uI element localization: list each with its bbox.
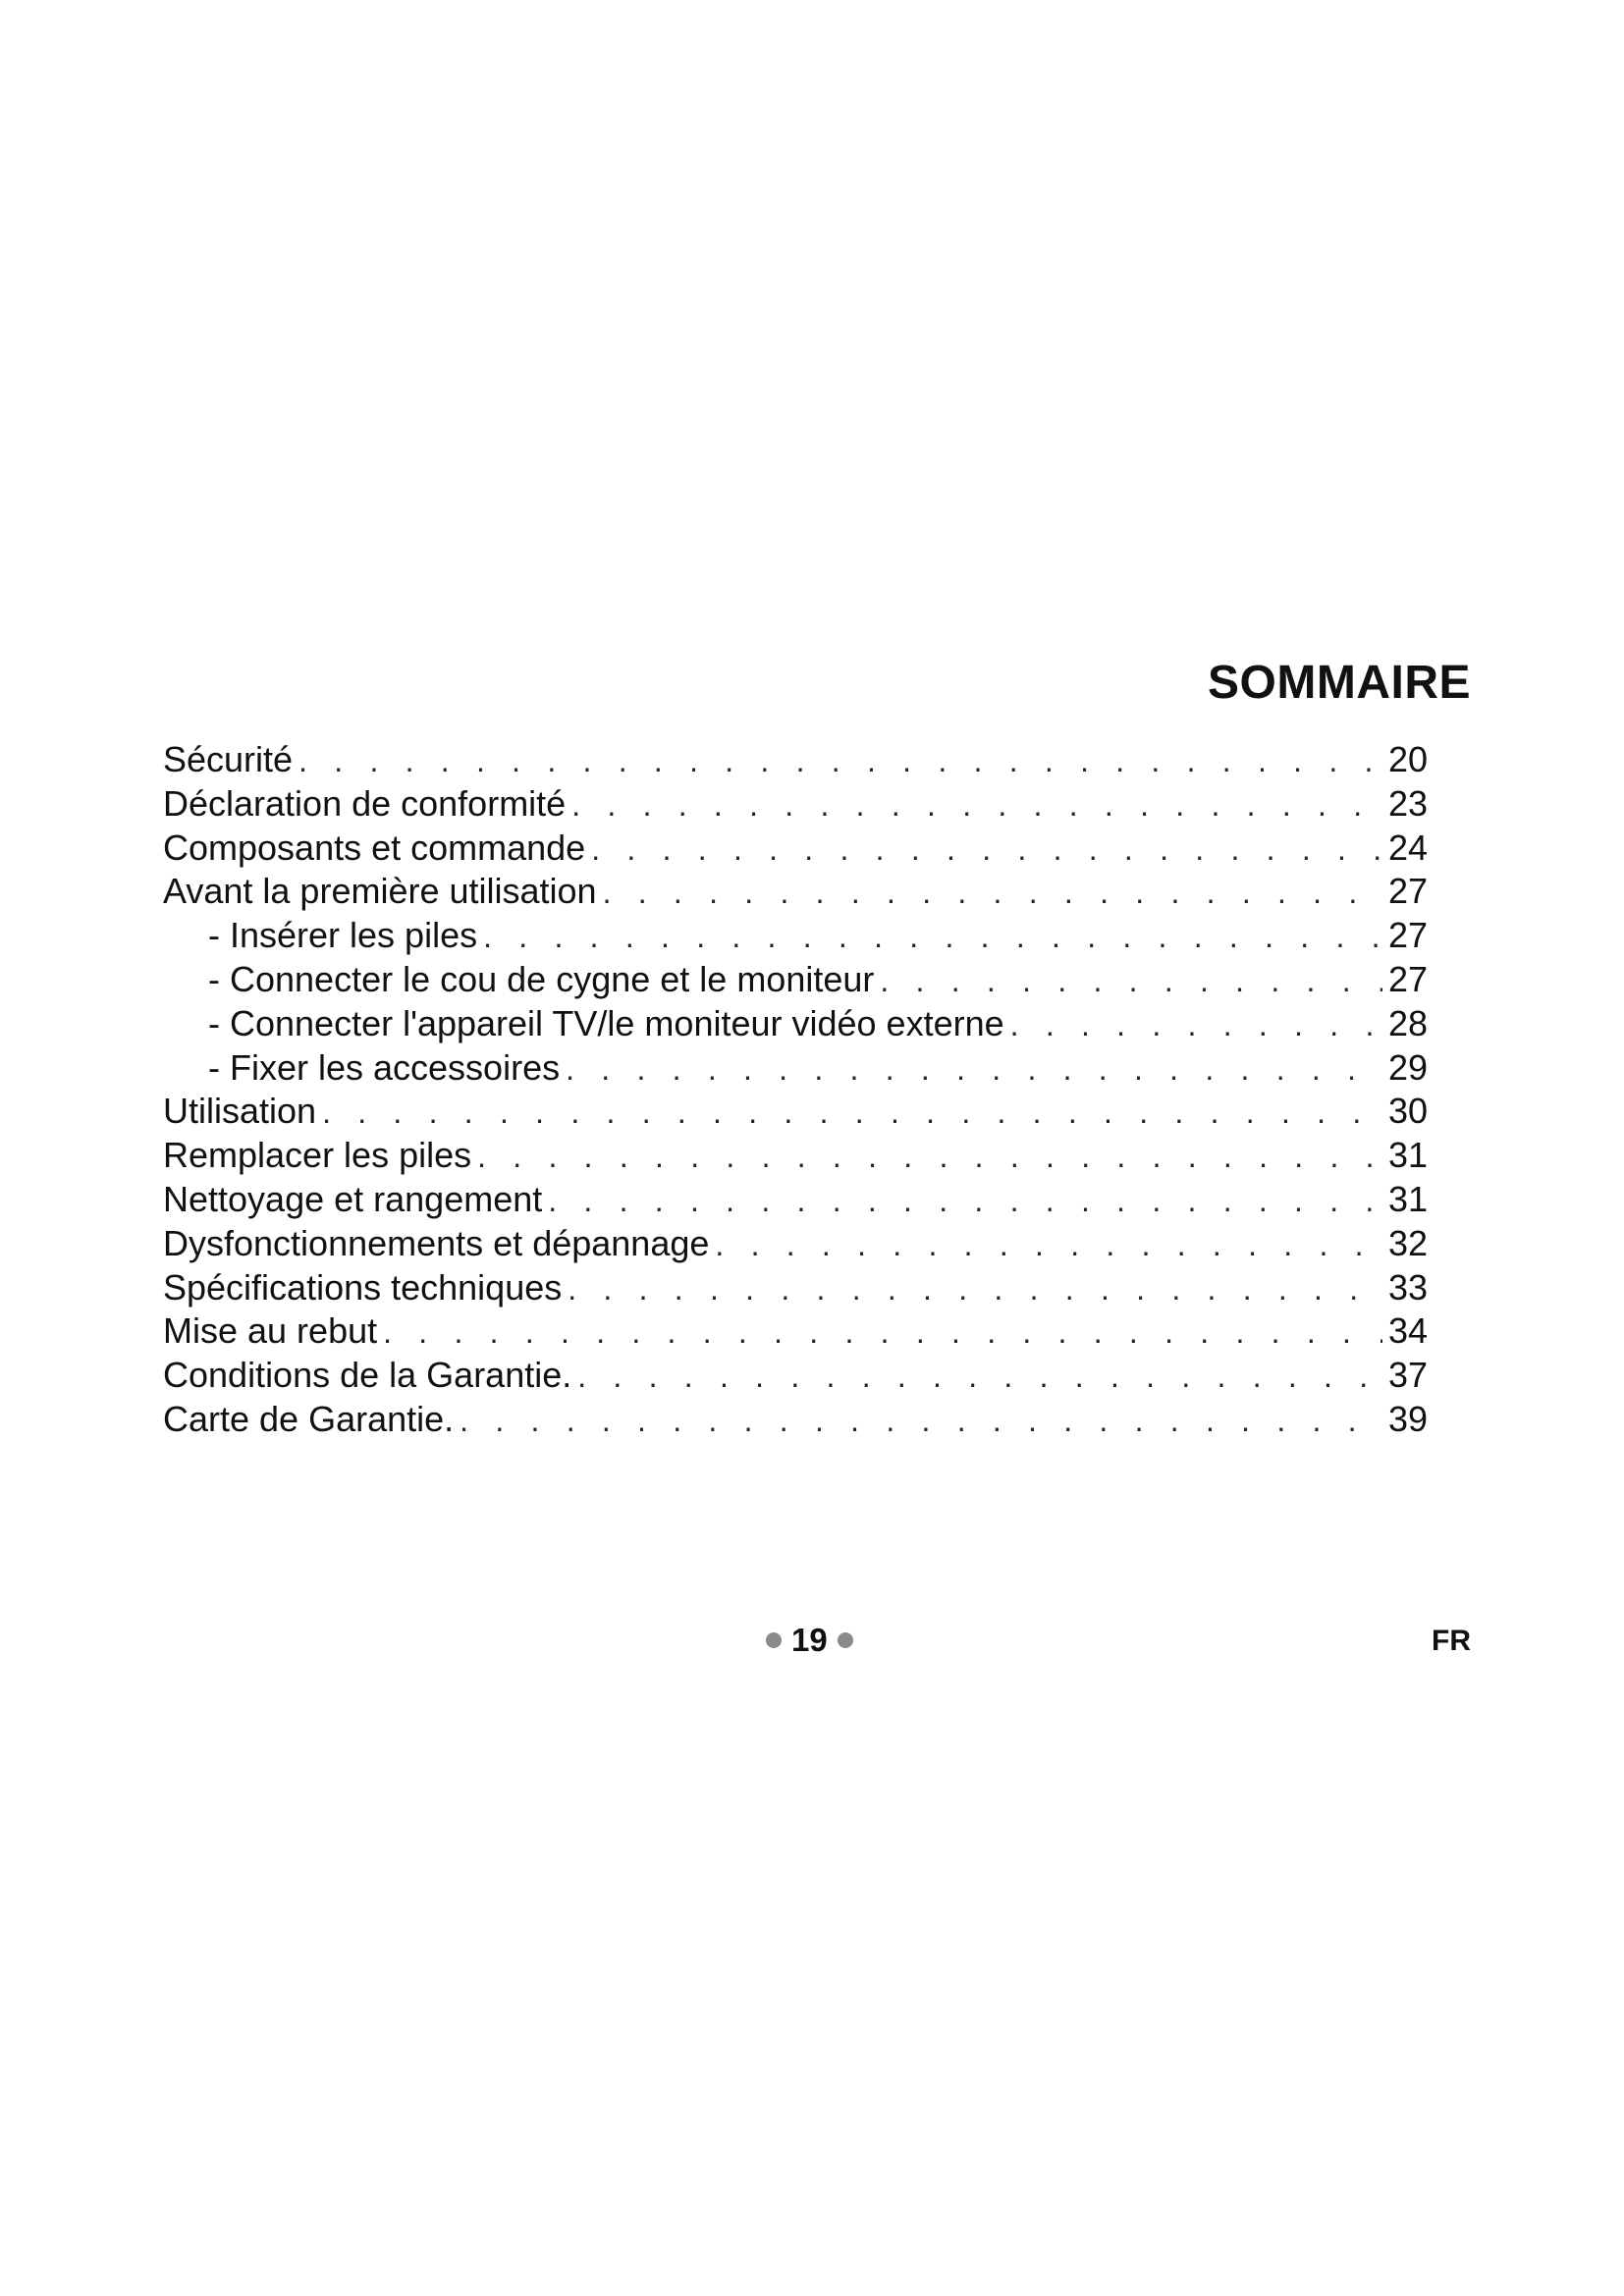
toc-dot-leader	[566, 1047, 1382, 1092]
toc-entry[interactable]	[163, 958, 1428, 1002]
toc-entry[interactable]	[163, 1354, 1428, 1398]
toc-entry[interactable]	[163, 1398, 1428, 1442]
toc-entry-label: Sécurité	[163, 739, 294, 779]
table-of-contents	[163, 738, 1428, 1442]
toc-entry-label: - Fixer les accessoires	[208, 1046, 561, 1088]
toc-entry-label: Remplacer les piles	[163, 1135, 472, 1176]
toc-entry-label: Carte de Garantie.	[163, 1398, 455, 1439]
page-number-text: 19	[791, 1622, 828, 1658]
toc-dot-leader	[298, 739, 1382, 783]
toc-entry[interactable]	[163, 1309, 1428, 1354]
toc-entry-page: 27	[1387, 871, 1428, 912]
toc-dot-leader	[477, 1135, 1382, 1179]
toc-entry[interactable]	[163, 870, 1428, 914]
toc-entry-page: 33	[1387, 1266, 1428, 1308]
toc-entry-label: - Connecter le cou de cygne et le moniteur	[208, 958, 875, 999]
toc-entry-label: Composants et commande	[163, 827, 586, 868]
toc-entry-page: 23	[1387, 782, 1428, 824]
page-number	[766, 1622, 853, 1659]
toc-entry-page: 30	[1387, 1091, 1428, 1132]
toc-entry[interactable]	[163, 1266, 1428, 1310]
toc-entry-label: Dysfonctionnements et dépannage	[163, 1222, 710, 1263]
toc-entry-page: 31	[1387, 1178, 1428, 1219]
toc-entry-page: 28	[1387, 1002, 1428, 1043]
toc-entry[interactable]	[163, 738, 1428, 782]
toc-entry-label: - Insérer les piles	[208, 915, 478, 956]
toc-entry-label: Nettoyage et rangement	[163, 1178, 543, 1219]
toc-entry[interactable]	[163, 1134, 1428, 1178]
toc-dot-leader	[1010, 1003, 1382, 1047]
toc-entry[interactable]	[163, 1046, 1428, 1091]
toc-entry-page: 32	[1387, 1222, 1428, 1263]
toc-entry-label: Avant la première utilisation	[163, 871, 597, 912]
toc-dot-leader	[577, 1355, 1382, 1399]
toc-entry-page: 37	[1387, 1355, 1428, 1396]
toc-dot-leader	[591, 828, 1382, 872]
language-code: FR	[1432, 1625, 1471, 1657]
toc-dot-leader	[571, 783, 1382, 828]
toc-entry[interactable]	[163, 1002, 1428, 1046]
toc-dot-leader	[322, 1091, 1382, 1135]
toc-dot-leader	[460, 1399, 1382, 1443]
bullet-right-icon	[838, 1632, 853, 1648]
bullet-left-icon	[766, 1632, 782, 1648]
toc-entry-page: 39	[1387, 1398, 1428, 1439]
toc-entry[interactable]	[163, 827, 1428, 871]
toc-entry-page: 27	[1387, 958, 1428, 999]
toc-entry-label: Déclaration de conformité	[163, 782, 567, 824]
toc-entry-label: Conditions de la Garantie.	[163, 1355, 572, 1396]
toc-entry-page: 31	[1387, 1135, 1428, 1176]
toc-entry-label: - Connecter l'appareil TV/le moniteur vidéo externe	[208, 1002, 1004, 1043]
toc-entry[interactable]	[163, 1222, 1428, 1266]
page-title: SOMMAIRE	[1208, 657, 1471, 709]
toc-dot-leader	[603, 871, 1382, 915]
toc-entry[interactable]	[163, 914, 1428, 958]
toc-dot-leader	[483, 915, 1382, 959]
toc-dot-leader	[548, 1179, 1382, 1223]
toc-dot-leader	[880, 959, 1382, 1003]
toc-entry-label: Mise au rebut	[163, 1310, 378, 1352]
toc-entry-page: 27	[1387, 915, 1428, 956]
toc-entry-page: 24	[1387, 827, 1428, 868]
toc-entry-label: Utilisation	[163, 1091, 317, 1132]
toc-entry[interactable]	[163, 782, 1428, 827]
toc-entry-page: 34	[1387, 1310, 1428, 1352]
toc-entry-page: 29	[1387, 1046, 1428, 1088]
toc-entry[interactable]	[163, 1178, 1428, 1222]
toc-entry-label: Spécifications techniques	[163, 1266, 563, 1308]
toc-dot-leader	[568, 1267, 1382, 1311]
toc-dot-leader	[715, 1223, 1382, 1267]
toc-dot-leader	[383, 1310, 1382, 1355]
toc-entry[interactable]	[163, 1090, 1428, 1134]
toc-entry-page: 20	[1387, 739, 1428, 779]
